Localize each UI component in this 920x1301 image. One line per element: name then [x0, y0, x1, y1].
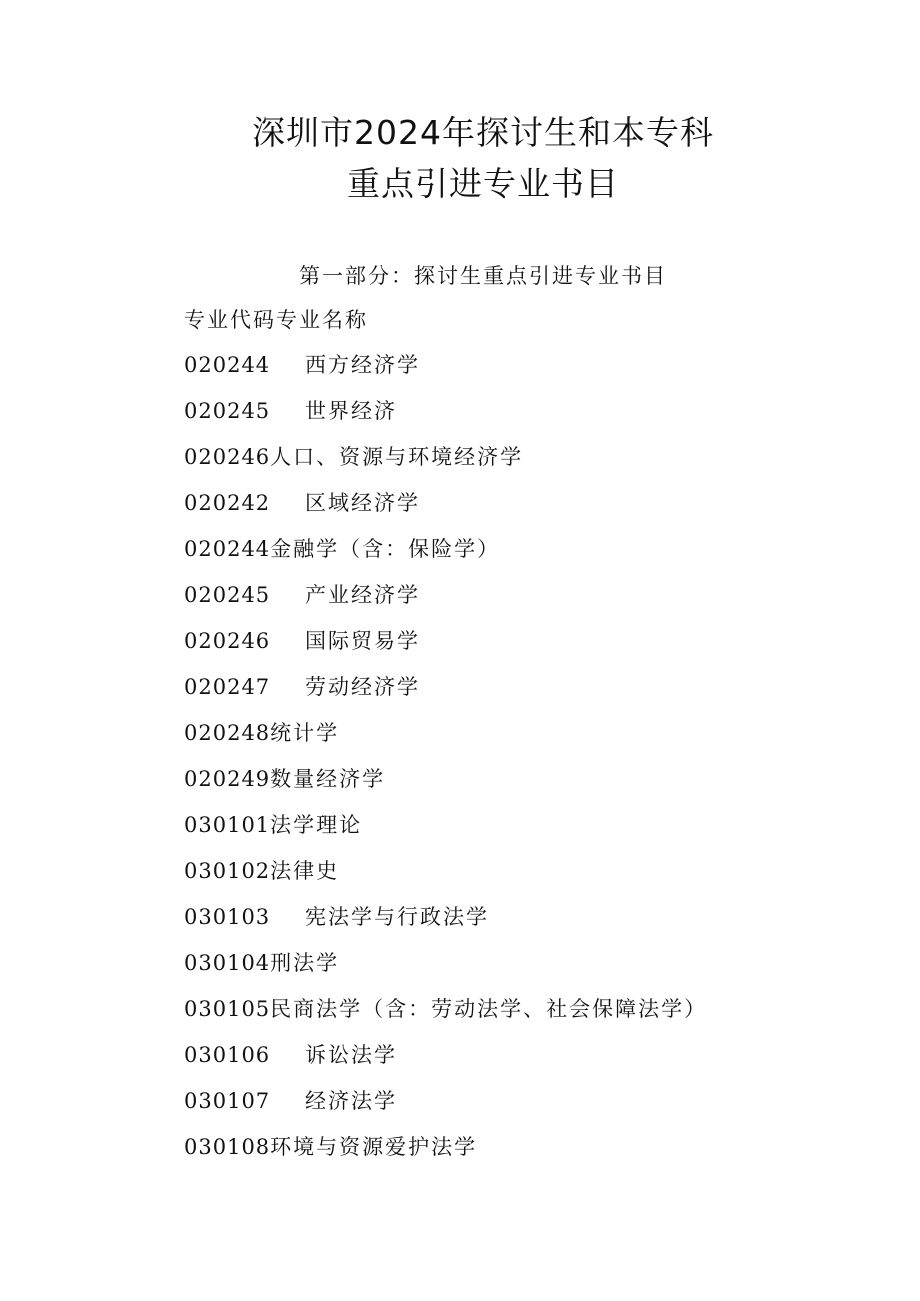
major-code: 020247 — [184, 675, 271, 699]
major-code: 030103 — [184, 905, 271, 929]
major-name: 法学理论 — [270, 813, 363, 837]
major-name: 西方经济学 — [305, 353, 420, 377]
list-item — [184, 764, 884, 810]
major-name: 人口、资源与环境经济学 — [270, 445, 524, 469]
major-name: 国际贸易学 — [305, 629, 420, 653]
list-item — [184, 488, 884, 534]
major-code: 020246 — [184, 445, 271, 469]
major-name: 世界经济 — [305, 399, 397, 423]
major-name: 宪法学与行政法学 — [305, 905, 489, 929]
major-code: 030106 — [184, 1043, 271, 1067]
list-item — [184, 718, 884, 764]
major-code: 020244 — [184, 537, 271, 561]
major-code: 020245 — [184, 399, 271, 423]
major-list — [184, 350, 884, 1178]
major-name: 民商法学（含：劳动法学、社会保障法学） — [270, 997, 708, 1021]
list-item — [184, 626, 884, 672]
major-name: 区域经济学 — [305, 491, 420, 515]
list-item — [184, 1040, 884, 1086]
major-name: 统计学 — [270, 721, 340, 745]
major-code: 030102 — [184, 859, 271, 883]
list-item — [184, 672, 884, 718]
major-code: 020242 — [184, 491, 271, 515]
major-code: 020249 — [184, 767, 271, 791]
list-item — [184, 534, 884, 580]
document-title-line-2: 重点引进专业书目 — [347, 164, 619, 203]
major-code: 030108 — [184, 1135, 271, 1159]
list-item — [184, 1086, 884, 1132]
list-item — [184, 396, 884, 442]
list-item — [184, 994, 884, 1040]
major-name: 劳动经济学 — [305, 675, 420, 699]
major-code: 020244 — [184, 353, 271, 377]
list-item — [184, 442, 884, 488]
major-name: 法律史 — [270, 859, 340, 883]
list-item — [184, 856, 884, 902]
major-name: 刑法学 — [270, 951, 340, 975]
column-header: 专业代码专业名称 — [184, 308, 368, 332]
major-name: 经济法学 — [305, 1089, 397, 1113]
document-title-line-1: 深圳市2024年探讨生和本专科 — [252, 113, 714, 152]
major-code: 030107 — [184, 1089, 271, 1113]
major-code: 020246 — [184, 629, 271, 653]
major-code: 030105 — [184, 997, 271, 1021]
major-code: 020248 — [184, 721, 271, 745]
major-name: 金融学（含：保险学） — [270, 537, 501, 561]
major-code: 030104 — [184, 951, 271, 975]
list-item — [184, 948, 884, 994]
list-item — [184, 350, 884, 396]
list-item — [184, 902, 884, 948]
list-item — [184, 810, 884, 856]
major-code: 030101 — [184, 813, 271, 837]
major-code: 020245 — [184, 583, 271, 607]
list-item — [184, 580, 884, 626]
section-heading: 第一部分：探讨生重点引进专业书目 — [299, 264, 667, 288]
major-name: 产业经济学 — [305, 583, 420, 607]
major-name: 诉讼法学 — [305, 1043, 397, 1067]
major-name: 数量经济学 — [270, 767, 386, 791]
major-name: 环境与资源爱护法学 — [270, 1135, 478, 1159]
list-item — [184, 1132, 884, 1178]
